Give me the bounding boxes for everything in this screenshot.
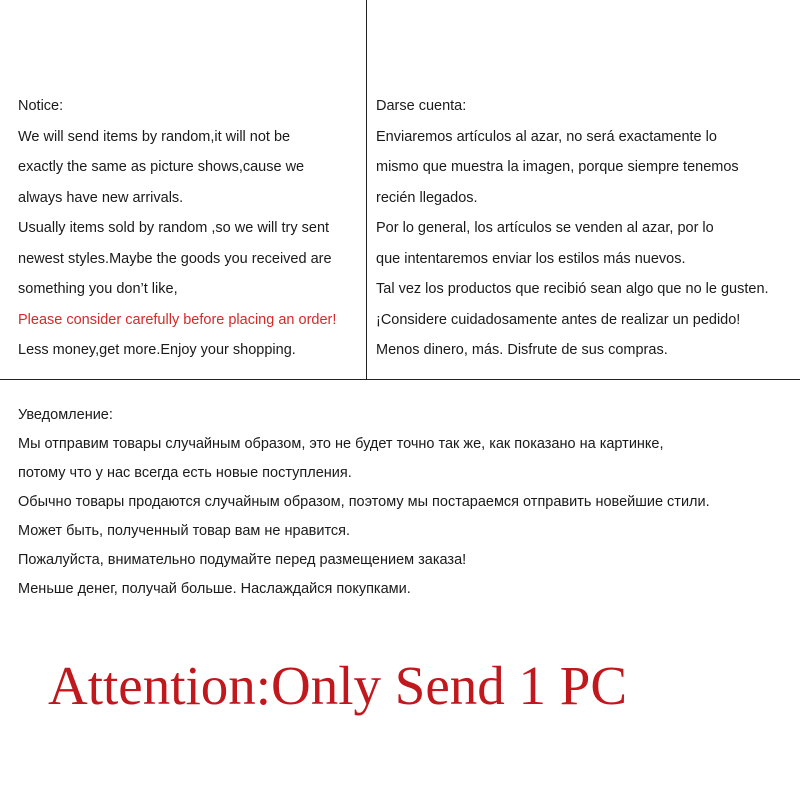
notice-spanish [376,91,769,366]
notice-ru-line: Может быть, полученный товар вам не нравится. [18,523,351,539]
notice-es-heading: Darse cuenta: [376,98,467,114]
notice-ru-line: потому что у нас всегда есть новые поступления. [18,465,352,481]
notice-en-heading: Notice: [18,98,64,114]
notice-en-line: something you don’t like, [18,281,178,297]
notice-es-line: que intentaremos enviar los estilos más nuevos. [376,250,686,267]
section-divider [0,379,800,380]
notice-es-line: mismo que muestra la imagen, porque siempre tenemos [376,159,739,175]
notice-en-line: Usually items sold by random ,so we will try sent [18,220,330,236]
notice-es-line: Enviaremos artículos al azar, no será exactamente lo [376,128,717,145]
notice-russian [18,401,710,604]
notice-es-line: Menos dinero, más. Disfrute de sus compras. [376,342,668,358]
column-divider [366,0,367,380]
notice-es-line: Tal vez los productos que recibió sean algo que no le gusten. [376,281,769,297]
notice-en-line: We will send items by random,it will not be [18,128,291,145]
notice-en-line: newest styles.Maybe the goods you received are [18,250,332,267]
notice-ru-line: Меньше денег, получай больше. Наслаждайся покупками. [18,581,411,597]
notice-ru-line: Обычно товары продаются случайным образом, поэтому мы постараемся отправить новейшие стили. [18,494,710,510]
notice-ru-line: Мы отправим товары случайным образом, это не будет точно так же, как показано на картинке, [18,436,664,452]
notice-en-line: Less money,get more.Enjoy your shopping. [18,342,296,358]
notice-es-line: recién llegados. [376,189,478,206]
notice-ru-line: Пожалуйста, внимательно подумайте перед размещением заказа! [18,552,467,568]
notice-en-line: exactly the same as picture shows,cause we [18,159,305,175]
attention-banner: Attention:Only Send 1 PC [48,655,628,716]
notice-ru-heading: Уведомление: [18,407,113,423]
notice-es-line: Por lo general, los artículos se venden al azar, por lo [376,220,714,236]
notice-es-line: ¡Considere cuidadosamente antes de realizar un pedido! [376,311,741,328]
notice-en-line: always have new arrivals. [18,189,184,206]
notice-en-warning: Please consider carefully before placing an order! [18,311,337,328]
notice-english [18,91,336,366]
